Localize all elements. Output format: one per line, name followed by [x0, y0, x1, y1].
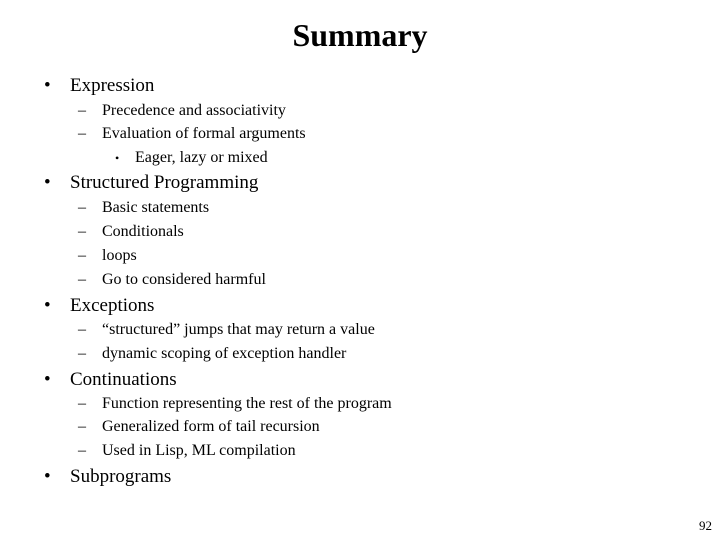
- sub-bullet: [78, 222, 184, 242]
- sub-bullet: [78, 198, 209, 218]
- sub-bullet: [78, 441, 296, 461]
- dash-marker: –: [78, 223, 86, 240]
- sub-bullet-text: Function representing the rest of the program: [102, 395, 392, 412]
- page-number: 92: [699, 518, 712, 533]
- sub-bullet-text: Precedence and associativity: [102, 102, 286, 119]
- bullet-structured-programming: [44, 171, 258, 195]
- bullet-text: Expression: [70, 75, 155, 96]
- dash-marker: –: [78, 321, 86, 338]
- dash-marker: –: [78, 102, 86, 119]
- sub-bullet-text: loops: [102, 247, 137, 264]
- sub-bullet: [78, 101, 286, 121]
- sub-bullet-text: Conditionals: [102, 223, 184, 240]
- bullet-dot: •: [44, 466, 51, 487]
- sub-bullet: [78, 417, 320, 437]
- sub-sub-bullet: [115, 148, 268, 168]
- sub-bullet-text: Generalized form of tail recursion: [102, 418, 320, 435]
- bullet-dot: •: [44, 172, 51, 193]
- bullet-expression: [44, 74, 154, 98]
- sub-bullet: [78, 124, 306, 144]
- dash-marker: –: [78, 442, 86, 459]
- dash-marker: –: [78, 199, 86, 216]
- sub-bullet-text: dynamic scoping of exception handler: [102, 345, 347, 362]
- bullet-text: Exceptions: [70, 295, 155, 316]
- bullet-exceptions: [44, 294, 154, 318]
- slide-title: Summary: [292, 17, 428, 53]
- sub-bullet-text: Evaluation of formal arguments: [102, 125, 306, 142]
- bullet-text: Subprograms: [70, 466, 172, 487]
- bullet-continuations: [44, 368, 177, 392]
- sub-bullet: [78, 344, 346, 364]
- sub-bullet-text: Used in Lisp, ML compilation: [102, 442, 296, 459]
- sub-sub-bullet-text: Eager, lazy or mixed: [135, 149, 268, 166]
- sub-bullet-text: “structured” jumps that may return a value: [102, 321, 375, 338]
- small-bullet-dot: •: [115, 151, 120, 165]
- bullet-dot: •: [44, 295, 51, 316]
- bullet-subprograms: [44, 465, 171, 489]
- dash-marker: –: [78, 345, 86, 362]
- sub-bullet-text: Basic statements: [102, 199, 210, 216]
- dash-marker: –: [78, 247, 86, 264]
- sub-bullet: [78, 270, 266, 290]
- dash-marker: –: [78, 395, 86, 412]
- bullet-dot: •: [44, 369, 51, 390]
- dash-marker: –: [78, 125, 86, 142]
- bullet-text: Continuations: [70, 369, 177, 390]
- sub-bullet: [78, 320, 375, 340]
- dash-marker: –: [78, 418, 86, 435]
- bullet-text: Structured Programming: [70, 172, 259, 193]
- dash-marker: –: [78, 271, 86, 288]
- bullet-dot: •: [44, 75, 51, 96]
- sub-bullet: [78, 394, 392, 414]
- sub-bullet: [78, 246, 137, 266]
- sub-bullet-text: Go to considered harmful: [102, 271, 266, 288]
